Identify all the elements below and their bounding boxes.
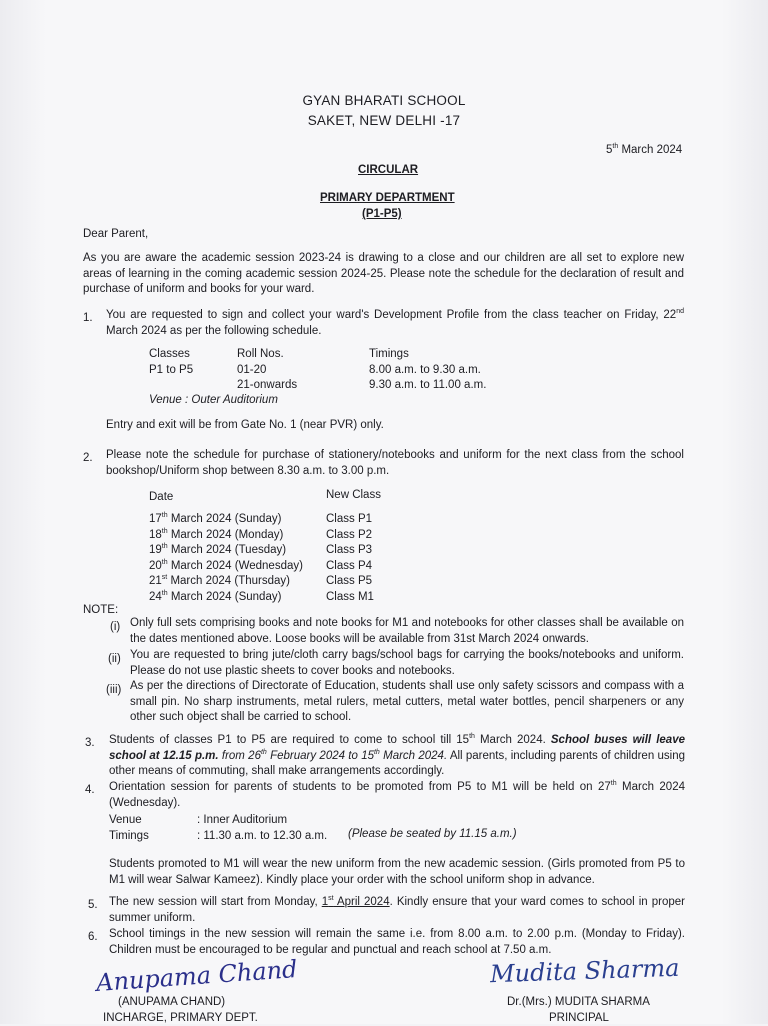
cell-date: 18th March 2024 (Monday) — [149, 527, 284, 541]
item-3-text: Students of classes P1 to P5 are required to come to school till 15th March 2024. School buses will leave school at 12.15 p.m. from 26th February 2024 to 15th March 2024. All parents, including parents of children using other means of commuting, shall make arrangements accordingly. — [109, 733, 686, 778]
item-5-number: 5. — [88, 899, 98, 911]
result-schedule-table — [149, 347, 486, 394]
item-4-timings-value: : 11.30 a.m. to 12.30 a.m. — [197, 830, 328, 842]
table-row — [149, 590, 374, 606]
cell-class: Class P4 — [326, 559, 373, 572]
item-4-venue-label: Venue — [109, 814, 142, 826]
note-2-text: You are requested to bring jute/cloth carry bags/school bags for carrying the books/notebooks and uniform. Please do not use plastic sheets to cover books and notebooks. — [130, 649, 684, 677]
header-date: Date — [149, 491, 174, 503]
table-row — [149, 363, 486, 379]
table-row — [149, 559, 374, 575]
item-1-text: You are requested to sign and collect your ward's Development Profile from the class teacher on Friday, 22nd March 2024 as per the following schedule. — [106, 308, 684, 337]
cell-timings: 9.30 a.m. to 11.00 a.m. — [369, 379, 487, 391]
cell-class: Class M1 — [326, 590, 374, 603]
item-6-text: School timings in the new session will remain the same i.e. from 8.00 a.m. to 2.00 p.m. (Monday to Friday). Children must be encouraged to be regular and punctual and reach school at 7.50 a.m. — [109, 928, 685, 956]
cell-date: 19th March 2024 (Tuesday) — [149, 543, 287, 556]
item-6-number: 6. — [88, 931, 98, 943]
classes-range: (P1-P5) — [362, 208, 402, 220]
note-3-number: (iii) — [106, 684, 122, 696]
right-signatory-title: PRINCIPAL — [549, 1012, 609, 1024]
cell-class: Class P1 — [326, 513, 373, 525]
header-timings: Timings — [369, 348, 409, 360]
cell-timings: 8.00 a.m. to 9.30 a.m. — [369, 363, 481, 376]
left-signatory-title: INCHARGE, PRIMARY DEPT. — [103, 1012, 258, 1024]
cell-class: Class P3 — [326, 544, 373, 556]
cell-roll-nos: 01-20 — [237, 363, 267, 376]
item-1-number: 1. — [83, 312, 93, 324]
right-signatory-name: Dr.(Mrs.) MUDITA SHARMA — [507, 996, 650, 1008]
note-1-number: (i) — [110, 621, 121, 633]
left-signatory-name: (ANUPAMA CHAND) — [118, 996, 226, 1008]
table-header-row — [149, 347, 486, 363]
left-signature: Anupama Chand — [95, 955, 299, 997]
item-4-number: 4. — [85, 784, 95, 796]
school-name: GYAN BHARATI SCHOOL — [302, 93, 466, 108]
item-4-timings-note: (Please be seated by 11.15 a.m.) — [348, 828, 517, 840]
note-3-text: As per the directions of Directorate of Education, students shall use only safety scissors and compass with a small pin. No sharp instruments, metal rulers, metal cutters, metal water bottles, pencil sharpeners or any other such object shall be carried to school. — [130, 680, 684, 724]
school-address: SAKET, NEW DELHI -17 — [307, 113, 461, 128]
intro-paragraph: As you are aware the academic session 2023-24 is drawing to a close and our children are all set to explore new areas of learning in the coming academic session 2024-25. Please note the schedule for the declaration of result and purchase of uniform and books for your ward. — [83, 252, 684, 296]
cell-classes — [149, 378, 237, 394]
item-1-venue: Venue : Outer Auditorium — [149, 394, 278, 406]
table-row — [149, 528, 374, 544]
department-title: PRIMARY DEPARTMENT — [320, 192, 455, 204]
cell-class: Class P2 — [326, 528, 373, 541]
note-2-number: (ii) — [108, 653, 121, 665]
cell-date: 17th March 2024 (Sunday) — [149, 512, 282, 525]
table-row — [149, 574, 374, 590]
bookshop-schedule-table — [149, 512, 374, 605]
item-3-number: 3. — [85, 737, 95, 749]
cell-date: 21st March 2024 (Thursday) — [149, 574, 290, 587]
cell-date: 20th March 2024 (Wednesday) — [149, 558, 303, 572]
circular-title: CIRCULAR — [358, 164, 419, 176]
item-2-number: 2. — [83, 452, 93, 464]
right-signature: Mudita Sharma — [489, 953, 680, 989]
cell-class: Class P5 — [326, 575, 373, 587]
header-classes: Classes — [149, 348, 190, 360]
item-4-uniform-text: Students promoted to M1 will wear the new uniform from the new academic session. (Girls promoted from P5 to M1 will wear Salwar Kameez). Kindly place your order with the school uniform shop in advance. — [109, 858, 685, 886]
header-roll-nos: Roll Nos. — [237, 348, 284, 360]
circular-date: 5th March 2024 — [606, 143, 683, 156]
salutation: Dear Parent, — [83, 228, 149, 240]
item-5-text: The new session will start from Monday, 1st April 2024. Kindly ensure that your ward comes to school in proper summer uniform. — [109, 895, 685, 924]
cell-date: 24th March 2024 (Sunday) — [149, 589, 282, 603]
table-row — [149, 512, 374, 528]
item-1-entry: Entry and exit will be from Gate No. 1 (near PVR) only. — [106, 419, 384, 431]
item-4-text: Orientation session for parents of students to be promoted from P5 to M1 will be held on 27th March 2024 (Wednesday). — [109, 780, 685, 809]
item-4-timings-label: Timings — [109, 830, 149, 842]
table-row — [149, 378, 486, 394]
note-1-text: Only full sets comprising books and note books for M1 and notebooks for other classes shall be available on the dates mentioned above. Loose books will be available from 31st March 2024 onwards. — [130, 617, 684, 645]
item-2-text: Please note the schedule for purchase of stationery/notebooks and uniform for the next class from the school bookshop/Uniform shop between 8.30 a.m. to 3.00 p.m. — [106, 449, 684, 477]
header-new-class: New Class — [326, 489, 381, 501]
item-4-venue-value: : Inner Auditorium — [197, 814, 288, 826]
cell-classes: P1 to P5 — [149, 363, 194, 376]
table-row — [149, 543, 374, 559]
cell-roll-nos: 21-onwards — [237, 379, 298, 391]
note-label: NOTE: — [83, 604, 119, 616]
